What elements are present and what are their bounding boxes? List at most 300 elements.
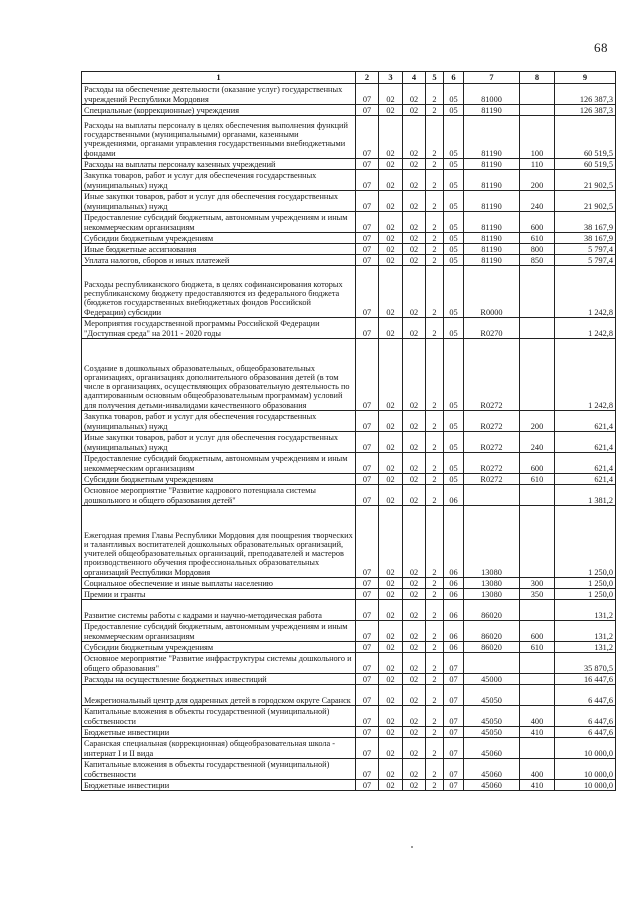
- row-code-cell-c5: 2: [426, 780, 444, 791]
- row-code-cell-c7: 86020: [464, 621, 520, 642]
- header-col-3: 3: [379, 72, 403, 84]
- row-code-cell-c4: 02: [403, 170, 426, 191]
- row-code-cell-c8: 200: [520, 411, 555, 432]
- row-code-cell-c3: 02: [379, 255, 403, 266]
- row-code-cell-c2: 07: [356, 621, 379, 642]
- table-header-row: [82, 72, 616, 84]
- row-code-cell-c7: 45050: [464, 685, 520, 706]
- row-code-cell-c7: R0270: [464, 318, 520, 339]
- row-code-cell-c5: 2: [426, 600, 444, 621]
- page-number: 68: [594, 40, 608, 55]
- row-code-cell-c8: 240: [520, 432, 555, 453]
- row-code-cell-c4: 02: [403, 642, 426, 653]
- row-code-cell-c7: 81190: [464, 105, 520, 116]
- row-code-cell-c4: 02: [403, 727, 426, 738]
- row-code-cell-c6: 05: [444, 474, 464, 485]
- row-amount-cell: 126 387,3: [555, 84, 616, 105]
- row-code-cell-c5: 2: [426, 233, 444, 244]
- row-code-cell-c5: 2: [426, 485, 444, 506]
- budget-table: [81, 71, 616, 791]
- row-code-cell-c8: 400: [520, 759, 555, 780]
- table-row: [82, 506, 616, 578]
- row-code-cell-c5: 2: [426, 685, 444, 706]
- row-code-cell-c4: 02: [403, 411, 426, 432]
- row-code-cell-c2: 07: [356, 759, 379, 780]
- row-code-cell-c6: 07: [444, 738, 464, 759]
- row-code-cell-c7: 81000: [464, 84, 520, 105]
- row-code-cell-c3: 02: [379, 432, 403, 453]
- row-name-cell: Капитальные вложения в объекты государственной (муниципальной) собственности: [82, 706, 356, 727]
- row-amount-cell: 10 000,0: [555, 780, 616, 791]
- row-code-cell-c8: [520, 105, 555, 116]
- row-code-cell-c3: 02: [379, 453, 403, 474]
- row-name-cell: Межрегиональный центр для одаренных детей в городском округе Саранск: [82, 685, 356, 706]
- row-code-cell-c2: 07: [356, 474, 379, 485]
- row-code-cell-c4: 02: [403, 159, 426, 170]
- row-code-cell-c3: 02: [379, 212, 403, 233]
- row-code-cell-c5: 2: [426, 674, 444, 685]
- row-code-cell-c8: 240: [520, 191, 555, 212]
- row-code-cell-c8: 600: [520, 621, 555, 642]
- row-code-cell-c8: 410: [520, 727, 555, 738]
- row-code-cell-c3: 02: [379, 506, 403, 578]
- row-amount-cell: 21 902,5: [555, 170, 616, 191]
- row-code-cell-c6: 05: [444, 411, 464, 432]
- row-code-cell-c7: 13080: [464, 506, 520, 578]
- row-code-cell-c5: 2: [426, 411, 444, 432]
- row-code-cell-c2: 07: [356, 653, 379, 674]
- row-code-cell-c7: 81190: [464, 191, 520, 212]
- row-code-cell-c7: R0272: [464, 339, 520, 411]
- table-row: [82, 589, 616, 600]
- row-code-cell-c7: 81190: [464, 255, 520, 266]
- row-code-cell-c4: 02: [403, 191, 426, 212]
- row-code-cell-c2: 07: [356, 244, 379, 255]
- row-amount-cell: 5 797,4: [555, 244, 616, 255]
- row-code-cell-c2: 07: [356, 589, 379, 600]
- row-amount-cell: 10 000,0: [555, 759, 616, 780]
- row-code-cell-c5: 2: [426, 244, 444, 255]
- row-code-cell-c6: 05: [444, 105, 464, 116]
- row-code-cell-c8: [520, 339, 555, 411]
- row-code-cell-c2: 07: [356, 453, 379, 474]
- row-code-cell-c3: 02: [379, 653, 403, 674]
- table-row: [82, 318, 616, 339]
- row-code-cell-c5: 2: [426, 432, 444, 453]
- row-amount-cell: 621,4: [555, 453, 616, 474]
- row-code-cell-c6: 06: [444, 600, 464, 621]
- row-code-cell-c5: 2: [426, 589, 444, 600]
- row-name-cell: Расходы республиканского бюджета, в целях софинансирования которых республиканскому бюджету предоставляются из федерального бюджета (бюджетов государственных внебюджетных фондов Российской Федерации) субсидии: [82, 266, 356, 318]
- header-col-9: 9: [555, 72, 616, 84]
- table-row: [82, 432, 616, 453]
- table-row: [82, 685, 616, 706]
- row-amount-cell: 621,4: [555, 411, 616, 432]
- row-code-cell-c3: 02: [379, 621, 403, 642]
- row-code-cell-c7: 81190: [464, 233, 520, 244]
- header-col-1: 1: [82, 72, 356, 84]
- table-row: [82, 255, 616, 266]
- row-code-cell-c8: [520, 266, 555, 318]
- row-amount-cell: 6 447,6: [555, 727, 616, 738]
- row-code-cell-c6: 05: [444, 318, 464, 339]
- row-code-cell-c4: 02: [403, 116, 426, 159]
- table-row: [82, 780, 616, 791]
- row-code-cell-c7: R0272: [464, 432, 520, 453]
- row-amount-cell: 21 902,5: [555, 191, 616, 212]
- table-row: [82, 706, 616, 727]
- row-code-cell-c4: 02: [403, 105, 426, 116]
- row-code-cell-c2: 07: [356, 738, 379, 759]
- row-amount-cell: 60 519,5: [555, 159, 616, 170]
- row-code-cell-c2: 07: [356, 706, 379, 727]
- row-amount-cell: 1 250,0: [555, 578, 616, 589]
- row-amount-cell: 1 242,8: [555, 266, 616, 318]
- row-code-cell-c3: 02: [379, 233, 403, 244]
- row-code-cell-c6: 07: [444, 674, 464, 685]
- row-code-cell-c5: 2: [426, 159, 444, 170]
- row-code-cell-c2: 07: [356, 685, 379, 706]
- row-code-cell-c4: 02: [403, 780, 426, 791]
- row-code-cell-c6: 05: [444, 212, 464, 233]
- row-code-cell-c3: 02: [379, 674, 403, 685]
- row-code-cell-c4: 02: [403, 255, 426, 266]
- row-code-cell-c4: 02: [403, 578, 426, 589]
- row-code-cell-c2: 07: [356, 727, 379, 738]
- row-name-cell: Предоставление субсидий бюджетным, автономным учреждениям и иным некоммерческим организациям: [82, 621, 356, 642]
- row-amount-cell: 5 797,4: [555, 255, 616, 266]
- row-name-cell: Бюджетные инвестиции: [82, 727, 356, 738]
- row-name-cell: Специальные (коррекционные) учреждения: [82, 105, 356, 116]
- row-code-cell-c8: [520, 685, 555, 706]
- table-row: [82, 578, 616, 589]
- row-code-cell-c2: 07: [356, 116, 379, 159]
- row-name-cell: Развитие системы работы с кадрами и научно-методическая работа: [82, 600, 356, 621]
- table-row: [82, 600, 616, 621]
- row-code-cell-c7: 45000: [464, 674, 520, 685]
- row-name-cell: Расходы на обеспечение деятельности (оказание услуг) государственных учреждений Республики Мордовия: [82, 84, 356, 105]
- row-code-cell-c5: 2: [426, 506, 444, 578]
- row-amount-cell: 126 387,3: [555, 105, 616, 116]
- row-code-cell-c6: 06: [444, 621, 464, 642]
- row-name-cell: Уплата налогов, сборов и иных платежей: [82, 255, 356, 266]
- row-code-cell-c2: 07: [356, 780, 379, 791]
- row-code-cell-c8: [520, 485, 555, 506]
- table-row: [82, 170, 616, 191]
- table-row: [82, 621, 616, 642]
- row-code-cell-c3: 02: [379, 411, 403, 432]
- row-amount-cell: 621,4: [555, 474, 616, 485]
- row-code-cell-c3: 02: [379, 116, 403, 159]
- row-code-cell-c5: 2: [426, 621, 444, 642]
- table-row: [82, 105, 616, 116]
- row-code-cell-c6: 06: [444, 485, 464, 506]
- table-row: [82, 159, 616, 170]
- row-code-cell-c8: [520, 506, 555, 578]
- row-code-cell-c7: 45060: [464, 759, 520, 780]
- table-row: [82, 759, 616, 780]
- row-code-cell-c6: 05: [444, 255, 464, 266]
- row-amount-cell: 131,2: [555, 600, 616, 621]
- row-amount-cell: 16 447,6: [555, 674, 616, 685]
- row-code-cell-c5: 2: [426, 706, 444, 727]
- row-code-cell-c7: R0272: [464, 411, 520, 432]
- row-code-cell-c6: 07: [444, 759, 464, 780]
- row-code-cell-c7: 86020: [464, 642, 520, 653]
- row-code-cell-c8: 610: [520, 642, 555, 653]
- row-code-cell-c2: 07: [356, 411, 379, 432]
- row-code-cell-c5: 2: [426, 642, 444, 653]
- row-code-cell-c7: [464, 653, 520, 674]
- table-row: [82, 339, 616, 411]
- row-code-cell-c4: 02: [403, 706, 426, 727]
- row-code-cell-c8: 110: [520, 159, 555, 170]
- row-code-cell-c6: 05: [444, 339, 464, 411]
- row-code-cell-c3: 02: [379, 738, 403, 759]
- table-row: [82, 738, 616, 759]
- row-code-cell-c5: 2: [426, 170, 444, 191]
- row-code-cell-c6: 05: [444, 244, 464, 255]
- row-name-cell: Создание в дошкольных образовательных, общеобразовательных организациях, организациях дополнительного образования детей (в том числе в организациях, осуществляющих образовательную деятельность по адаптированным основным общеобразовательным программам) условий для получения детьми-инвалидами качественного образования: [82, 339, 356, 411]
- row-code-cell-c6: 07: [444, 706, 464, 727]
- row-code-cell-c6: 07: [444, 780, 464, 791]
- row-code-cell-c3: 02: [379, 84, 403, 105]
- row-name-cell: Основное мероприятие "Развитие инфраструктуры системы дошкольного и общего образования": [82, 653, 356, 674]
- row-code-cell-c4: 02: [403, 318, 426, 339]
- row-code-cell-c4: 02: [403, 485, 426, 506]
- row-code-cell-c2: 07: [356, 432, 379, 453]
- table-row: [82, 674, 616, 685]
- header-col-2: 2: [356, 72, 379, 84]
- row-code-cell-c6: 06: [444, 578, 464, 589]
- row-code-cell-c8: 400: [520, 706, 555, 727]
- row-code-cell-c5: 2: [426, 653, 444, 674]
- row-name-cell: Ежегодная премия Главы Республики Мордовия для поощрения творческих и талантливых воспитателей дошкольных образовательных организаций, учителей общеобразовательных организаций, преподавателей и мастеров производственного обучения профессиональных образовательных организаций Республики Мордовия: [82, 506, 356, 578]
- header-col-7: 7: [464, 72, 520, 84]
- row-name-cell: Расходы на выплаты персоналу в целях обеспечения выполнения функций государственными (муниципальными) органами, казенными учреждениями, органами управления государственными внебюджетными фондами: [82, 116, 356, 159]
- row-code-cell-c4: 02: [403, 266, 426, 318]
- row-name-cell: Премии и гранты: [82, 589, 356, 600]
- row-code-cell-c4: 02: [403, 506, 426, 578]
- row-amount-cell: 6 447,6: [555, 685, 616, 706]
- row-code-cell-c2: 07: [356, 485, 379, 506]
- row-code-cell-c5: 2: [426, 191, 444, 212]
- row-code-cell-c3: 02: [379, 474, 403, 485]
- row-code-cell-c5: 2: [426, 84, 444, 105]
- row-amount-cell: 35 870,5: [555, 653, 616, 674]
- row-code-cell-c5: 2: [426, 212, 444, 233]
- row-code-cell-c6: 05: [444, 191, 464, 212]
- row-code-cell-c7: 86020: [464, 600, 520, 621]
- row-code-cell-c2: 07: [356, 318, 379, 339]
- row-code-cell-c6: 07: [444, 727, 464, 738]
- row-code-cell-c4: 02: [403, 212, 426, 233]
- table-row: [82, 642, 616, 653]
- row-code-cell-c3: 02: [379, 159, 403, 170]
- row-code-cell-c3: 02: [379, 780, 403, 791]
- row-code-cell-c3: 02: [379, 244, 403, 255]
- row-code-cell-c6: 05: [444, 453, 464, 474]
- row-name-cell: Предоставление субсидий бюджетным, автономным учреждениям и иным некоммерческим организациям: [82, 212, 356, 233]
- row-code-cell-c8: 100: [520, 116, 555, 159]
- row-code-cell-c2: 07: [356, 600, 379, 621]
- row-code-cell-c3: 02: [379, 600, 403, 621]
- row-code-cell-c6: 06: [444, 506, 464, 578]
- row-code-cell-c2: 07: [356, 506, 379, 578]
- row-code-cell-c8: [520, 600, 555, 621]
- row-code-cell-c6: 07: [444, 685, 464, 706]
- row-code-cell-c4: 02: [403, 339, 426, 411]
- row-code-cell-c8: 600: [520, 453, 555, 474]
- row-code-cell-c4: 02: [403, 474, 426, 485]
- header-col-4: 4: [403, 72, 426, 84]
- row-code-cell-c5: 2: [426, 255, 444, 266]
- row-code-cell-c4: 02: [403, 453, 426, 474]
- table-row: [82, 653, 616, 674]
- row-code-cell-c3: 02: [379, 589, 403, 600]
- row-code-cell-c4: 02: [403, 685, 426, 706]
- row-code-cell-c6: 05: [444, 266, 464, 318]
- row-code-cell-c6: 06: [444, 642, 464, 653]
- row-amount-cell: 131,2: [555, 642, 616, 653]
- row-code-cell-c6: 05: [444, 233, 464, 244]
- row-name-cell: Мероприятия государственной программы Российской Федерации "Доступная среда" на 2011 - 2020 годы: [82, 318, 356, 339]
- row-code-cell-c2: 07: [356, 339, 379, 411]
- row-code-cell-c4: 02: [403, 244, 426, 255]
- row-code-cell-c7: R0000: [464, 266, 520, 318]
- row-code-cell-c5: 2: [426, 453, 444, 474]
- row-name-cell: Капитальные вложения в объекты государственной (муниципальной) собственности: [82, 759, 356, 780]
- row-amount-cell: 1 242,8: [555, 318, 616, 339]
- row-code-cell-c3: 02: [379, 642, 403, 653]
- row-code-cell-c5: 2: [426, 474, 444, 485]
- row-code-cell-c5: 2: [426, 116, 444, 159]
- row-code-cell-c2: 07: [356, 255, 379, 266]
- header-col-8: 8: [520, 72, 555, 84]
- row-code-cell-c8: 850: [520, 255, 555, 266]
- row-code-cell-c8: 200: [520, 170, 555, 191]
- row-code-cell-c2: 07: [356, 159, 379, 170]
- header-col-5: 5: [426, 72, 444, 84]
- row-code-cell-c4: 02: [403, 233, 426, 244]
- row-amount-cell: 131,2: [555, 621, 616, 642]
- row-code-cell-c6: 05: [444, 432, 464, 453]
- row-code-cell-c7: 81190: [464, 244, 520, 255]
- row-amount-cell: 38 167,9: [555, 233, 616, 244]
- row-code-cell-c7: 13080: [464, 589, 520, 600]
- table-row: [82, 485, 616, 506]
- table-row: [82, 84, 616, 105]
- row-code-cell-c5: 2: [426, 318, 444, 339]
- row-name-cell: Иные бюджетные ассигнования: [82, 244, 356, 255]
- row-code-cell-c3: 02: [379, 318, 403, 339]
- row-code-cell-c5: 2: [426, 339, 444, 411]
- row-amount-cell: 1 250,0: [555, 506, 616, 578]
- row-amount-cell: 10 000,0: [555, 738, 616, 759]
- row-code-cell-c8: 350: [520, 589, 555, 600]
- row-amount-cell: 621,4: [555, 432, 616, 453]
- row-code-cell-c3: 02: [379, 266, 403, 318]
- row-name-cell: Саранская специальная (коррекционная) общеобразовательная школа - интернат I и II вида: [82, 738, 356, 759]
- row-code-cell-c7: 45050: [464, 706, 520, 727]
- row-code-cell-c7: 13080: [464, 578, 520, 589]
- row-code-cell-c8: [520, 318, 555, 339]
- row-code-cell-c3: 02: [379, 170, 403, 191]
- row-name-cell: Субсидии бюджетным учреждениям: [82, 474, 356, 485]
- table-body: [82, 84, 616, 791]
- table-row: [82, 212, 616, 233]
- row-name-cell: Субсидии бюджетным учреждениям: [82, 642, 356, 653]
- row-code-cell-c5: 2: [426, 105, 444, 116]
- row-code-cell-c3: 02: [379, 105, 403, 116]
- row-code-cell-c8: 410: [520, 780, 555, 791]
- row-code-cell-c2: 07: [356, 266, 379, 318]
- row-code-cell-c5: 2: [426, 727, 444, 738]
- row-name-cell: Основное мероприятие "Развитие кадрового потенциала системы дошкольного и общего образования детей": [82, 485, 356, 506]
- row-code-cell-c2: 07: [356, 642, 379, 653]
- row-code-cell-c3: 02: [379, 759, 403, 780]
- row-code-cell-c8: 800: [520, 244, 555, 255]
- row-code-cell-c3: 02: [379, 706, 403, 727]
- scan-speck: [411, 846, 413, 848]
- row-code-cell-c2: 07: [356, 105, 379, 116]
- row-name-cell: Субсидии бюджетным учреждениям: [82, 233, 356, 244]
- row-code-cell-c2: 07: [356, 674, 379, 685]
- table-row: [82, 411, 616, 432]
- row-code-cell-c3: 02: [379, 578, 403, 589]
- row-code-cell-c4: 02: [403, 432, 426, 453]
- row-code-cell-c7: 81190: [464, 212, 520, 233]
- row-name-cell: Иные закупки товаров, работ и услуг для обеспечения государственных (муниципальных) нужд: [82, 432, 356, 453]
- row-code-cell-c8: [520, 674, 555, 685]
- row-code-cell-c8: 610: [520, 474, 555, 485]
- row-amount-cell: 38 167,9: [555, 212, 616, 233]
- row-code-cell-c7: 81190: [464, 159, 520, 170]
- row-code-cell-c4: 02: [403, 738, 426, 759]
- row-code-cell-c7: 45060: [464, 738, 520, 759]
- row-code-cell-c7: 81190: [464, 116, 520, 159]
- row-code-cell-c4: 02: [403, 600, 426, 621]
- row-code-cell-c8: 600: [520, 212, 555, 233]
- header-col-6: 6: [444, 72, 464, 84]
- row-name-cell: Расходы на осуществление бюджетных инвестиций: [82, 674, 356, 685]
- row-code-cell-c3: 02: [379, 339, 403, 411]
- row-code-cell-c3: 02: [379, 727, 403, 738]
- row-code-cell-c4: 02: [403, 621, 426, 642]
- row-code-cell-c4: 02: [403, 674, 426, 685]
- row-code-cell-c7: R0272: [464, 474, 520, 485]
- row-code-cell-c8: [520, 84, 555, 105]
- row-name-cell: Предоставление субсидий бюджетным, автономным учреждениям и иным некоммерческим организациям: [82, 453, 356, 474]
- row-name-cell: Закупка товаров, работ и услуг для обеспечения государственных (муниципальных) нужд: [82, 170, 356, 191]
- row-code-cell-c7: 81190: [464, 170, 520, 191]
- row-code-cell-c8: 300: [520, 578, 555, 589]
- table-row: [82, 474, 616, 485]
- row-code-cell-c7: 45060: [464, 780, 520, 791]
- row-code-cell-c3: 02: [379, 685, 403, 706]
- row-code-cell-c2: 07: [356, 84, 379, 105]
- row-code-cell-c8: [520, 738, 555, 759]
- row-code-cell-c8: 610: [520, 233, 555, 244]
- row-code-cell-c2: 07: [356, 212, 379, 233]
- row-code-cell-c2: 07: [356, 578, 379, 589]
- row-code-cell-c5: 2: [426, 738, 444, 759]
- row-code-cell-c4: 02: [403, 589, 426, 600]
- table-row: [82, 727, 616, 738]
- row-amount-cell: 6 447,6: [555, 706, 616, 727]
- row-code-cell-c5: 2: [426, 578, 444, 589]
- row-amount-cell: 60 519,5: [555, 116, 616, 159]
